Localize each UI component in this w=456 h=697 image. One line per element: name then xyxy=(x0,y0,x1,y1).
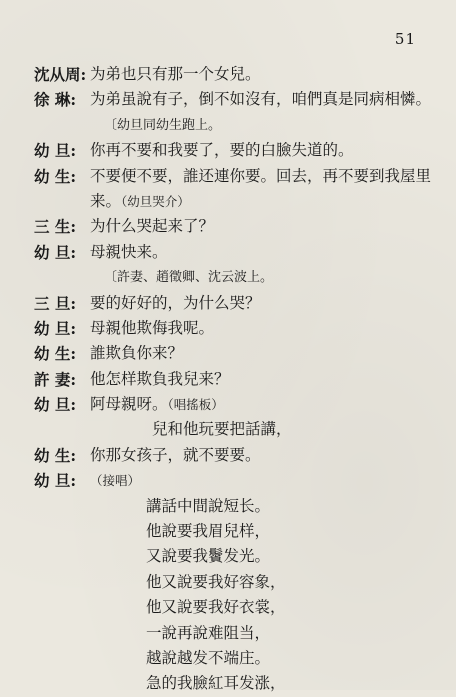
continuation-text: 来。（幼旦哭介） xyxy=(90,191,190,210)
verse-text: 一說再說难阻当， xyxy=(146,623,271,642)
speaker-name: 許 妻: xyxy=(34,369,77,389)
dialogue-line xyxy=(34,392,444,417)
speaker-name: 幼 旦: xyxy=(34,141,77,161)
play-script-body xyxy=(34,62,444,697)
dialogue-text: 要的好好的，为什么哭？ xyxy=(90,293,261,312)
stage-direction-line xyxy=(34,265,444,290)
verse-text: 他又說要我好衣裳， xyxy=(146,598,286,617)
verse-line xyxy=(34,570,444,595)
verse-line xyxy=(34,595,444,620)
stage-note: （幼旦哭介） xyxy=(121,193,190,209)
speaker-name: 沈从周: xyxy=(34,65,87,84)
verse-text: 他說要我眉兒样， xyxy=(146,522,271,541)
stage-direction: 〔許妻、趙徵卿、沈云波上。 xyxy=(104,270,274,286)
speaker-name: 幼 旦: xyxy=(34,242,77,262)
speaker-name: 幼 生: xyxy=(34,344,77,364)
speaker-name: 幼 旦: xyxy=(34,471,77,491)
dialogue-line xyxy=(34,468,444,493)
dialogue-line xyxy=(34,164,444,189)
speaker-name: 三 旦: xyxy=(34,293,77,313)
page-number: 51 xyxy=(394,30,416,48)
dialogue-text: 誰欺負你来？ xyxy=(90,344,184,363)
dialogue-line xyxy=(34,367,444,392)
verse-text: 講話中間說短长。 xyxy=(146,496,271,515)
stage-note: （接唱） xyxy=(90,473,141,489)
dialogue-line xyxy=(34,341,444,366)
stage-note: （唱搖板） xyxy=(167,397,224,413)
speaker-name: 幼 生: xyxy=(34,166,77,186)
dialogue-text: 为什么哭起来了？ xyxy=(90,217,215,236)
dialogue-line xyxy=(34,87,444,112)
dialogue-line xyxy=(34,62,444,87)
verse-text: 越說越发不端庄。 xyxy=(146,648,271,667)
verse-line xyxy=(34,519,444,544)
verse-text: 又說要我鬢发光。 xyxy=(146,547,271,566)
speaker-name: 幼 旦: xyxy=(34,318,77,338)
verse-line xyxy=(34,621,444,646)
verse-line xyxy=(34,671,444,696)
verse-text: 他又說要我好容象， xyxy=(146,572,286,591)
dialogue-line xyxy=(34,138,444,163)
dialogue-text: 你再不要和我要了，要的白臉失道的。 xyxy=(90,141,354,160)
dialogue-line xyxy=(34,443,444,468)
speaker-name: 幼 生: xyxy=(34,445,77,465)
verse-line xyxy=(34,544,444,569)
verse-line xyxy=(34,646,444,671)
speaker-name: 三 生: xyxy=(34,217,77,237)
dialogue-continuation xyxy=(34,189,444,214)
sung-line xyxy=(34,417,444,442)
dialogue-text: 你那女孩子，就不要要。 xyxy=(90,445,261,464)
verse-text: 急的我臉紅耳发涨， xyxy=(146,674,286,693)
sung-text: 兒和他玩要把話講， xyxy=(152,420,292,439)
speaker-name: 幼 旦: xyxy=(34,395,77,415)
dialogue-line xyxy=(34,240,444,265)
stage-direction-line xyxy=(34,113,444,138)
dialogue-text: 不要便不要，誰还連你要。回去，再不要到我屋里 xyxy=(90,166,432,185)
verse-line xyxy=(34,494,444,519)
dialogue-line xyxy=(34,316,444,341)
speaker-name: 徐 琳: xyxy=(34,90,77,110)
dialogue-text: 他怎样欺負我兒来？ xyxy=(90,369,230,388)
dialogue-text: 为弟虽說有子，倒不如沒有，咱們真是同病相憐。 xyxy=(90,90,432,109)
dialogue-text: 母親快来。 xyxy=(90,242,168,261)
dialogue-text: 母親他欺侮我呢。 xyxy=(90,318,215,337)
dialogue-text: 为弟也只有那一个女兒。 xyxy=(90,65,261,83)
dialogue-text: 阿母親呀。（唱搖板） xyxy=(90,395,224,414)
dialogue-line xyxy=(34,291,444,316)
stage-direction: 〔幼旦同幼生跑上。 xyxy=(104,117,222,133)
dialogue-line xyxy=(34,214,444,239)
